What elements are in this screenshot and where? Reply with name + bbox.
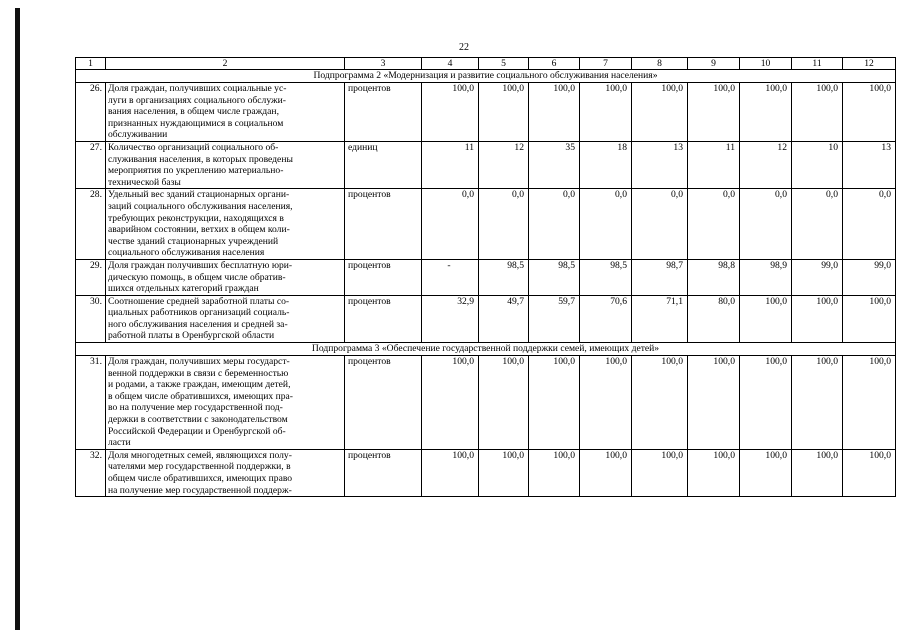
unit-of-measure: процентов: [345, 449, 422, 496]
table-row: [76, 189, 896, 260]
indicator-name-line: ного обслуживания населения и средней за-: [108, 318, 288, 330]
indicator-name-line: Соотношение средней заработной платы со-: [108, 295, 290, 307]
indicator-value: 0,0: [740, 189, 792, 260]
indicator-name-line: Количество организаций социального об-: [108, 141, 279, 153]
indicator-value: 100,0: [529, 356, 580, 450]
indicator-name: [106, 83, 345, 142]
indicator-value: 11: [688, 141, 740, 188]
indicator-name-line: держки в соответствии с законодательством: [108, 414, 288, 426]
row-number: 27.: [76, 141, 106, 188]
indicator-value: 35: [529, 141, 580, 188]
indicator-name-line: служивания населения, в которых проведены: [108, 153, 293, 165]
indicator-name-line: Удельный вес зданий стационарных органи-: [108, 189, 290, 201]
indicator-value: 100,0: [792, 356, 843, 450]
indicator-value: 100,0: [740, 449, 792, 496]
row-number: 28.: [76, 189, 106, 260]
indicator-name-line: циальных работников организаций социаль-: [108, 307, 290, 319]
unit-of-measure: процентов: [345, 259, 422, 295]
table-row: [76, 449, 896, 496]
indicator-name-line: социального обслуживания населения: [108, 247, 265, 259]
indicator-value: 13: [843, 141, 896, 188]
row-number: 31.: [76, 356, 106, 450]
indicator-name-line: во на получение мер государственной под-: [108, 402, 283, 414]
indicator-value: 100,0: [580, 449, 632, 496]
indicator-value: 100,0: [632, 83, 688, 142]
indicator-value: -: [422, 259, 479, 295]
indicator-value: 100,0: [740, 295, 792, 342]
column-header: 9: [688, 58, 740, 70]
column-header: 6: [529, 58, 580, 70]
indicator-value: 100,0: [529, 449, 580, 496]
table-row: [76, 83, 896, 142]
table-row: [76, 356, 896, 450]
indicator-value: 100,0: [479, 356, 529, 450]
indicator-value: 98,7: [632, 259, 688, 295]
indicator-value: 100,0: [580, 83, 632, 142]
column-header: 4: [422, 58, 479, 70]
column-header: 10: [740, 58, 792, 70]
indicator-value: 98,9: [740, 259, 792, 295]
subprogram-title: Подпрограмма 3 «Обеспечение государственной поддержки семей, имеющих детей»: [76, 343, 896, 356]
unit-of-measure: процентов: [345, 83, 422, 142]
indicator-value: 12: [479, 141, 529, 188]
column-header: 7: [580, 58, 632, 70]
indicator-name-line: вания населения, в общем числе граждан,: [108, 106, 279, 118]
indicator-value: 100,0: [632, 449, 688, 496]
indicator-value: 0,0: [632, 189, 688, 260]
indicator-value: 98,5: [479, 259, 529, 295]
row-number: 29.: [76, 259, 106, 295]
indicator-value: 99,0: [843, 259, 896, 295]
indicator-name: [106, 295, 345, 342]
indicator-value: 100,0: [843, 83, 896, 142]
table-row: [76, 259, 896, 295]
indicator-value: 100,0: [688, 83, 740, 142]
indicator-name: [106, 449, 345, 496]
indicator-name-line: шихся отдельных категорий граждан: [108, 283, 259, 295]
indicator-value: 100,0: [580, 356, 632, 450]
unit-of-measure: процентов: [345, 295, 422, 342]
indicator-value: 0,0: [422, 189, 479, 260]
indicator-name-line: Доля граждан получивших бесплатную юри-: [108, 259, 293, 271]
column-header: 11: [792, 58, 843, 70]
indicator-name-line: чателями мер государственной поддержки, в: [108, 461, 291, 473]
indicator-value: 49,7: [479, 295, 529, 342]
indicator-value: 100,0: [422, 449, 479, 496]
table-body: [76, 58, 896, 497]
indicator-value: 10: [792, 141, 843, 188]
subprogram-heading-row: [76, 343, 896, 356]
row-number: 32.: [76, 449, 106, 496]
table-row: [76, 295, 896, 342]
indicator-value: 0,0: [479, 189, 529, 260]
table-header-row: [76, 58, 896, 70]
column-header: 3: [345, 58, 422, 70]
unit-of-measure: процентов: [345, 356, 422, 450]
indicator-value: 100,0: [740, 83, 792, 142]
indicator-value: 0,0: [792, 189, 843, 260]
indicator-name-line: и родами, а также граждан, имеющим детей,: [108, 379, 291, 391]
indicator-name-line: Российской Федерации и Оренбургской об-: [108, 425, 286, 437]
indicator-name-line: дическую помощь, в общем числе обратив-: [108, 271, 286, 283]
indicator-name-line: луги в организациях социального обслужи-: [108, 94, 286, 106]
indicator-name-line: честве зданий стационарных учреждений: [108, 235, 279, 247]
column-header: 1: [76, 58, 106, 70]
indicator-value: 98,5: [580, 259, 632, 295]
subprogram-title: Подпрограмма 2 «Модернизация и развитие социального обслуживания населения»: [76, 70, 896, 83]
indicator-name-line: на получение мер государственной поддерж-: [108, 484, 292, 496]
indicator-value: 70,6: [580, 295, 632, 342]
indicator-value: 18: [580, 141, 632, 188]
indicator-name-line: Доля граждан, получивших социальные ус-: [108, 83, 287, 94]
indicator-name-line: работной платы в Оренбургской области: [108, 330, 275, 342]
page-number: 22: [459, 42, 469, 53]
indicator-name-line: венной поддержки в связи с беременностью: [108, 367, 289, 379]
indicator-value: 0,0: [843, 189, 896, 260]
indicator-value: 100,0: [843, 295, 896, 342]
indicator-name-line: Доля многодетных семей, являющихся полу-: [108, 449, 292, 461]
indicator-value: 100,0: [792, 449, 843, 496]
indicator-value: 100,0: [843, 449, 896, 496]
indicator-name-line: обслуживании: [108, 129, 168, 141]
indicator-value: 0,0: [688, 189, 740, 260]
indicator-value: 100,0: [479, 83, 529, 142]
indicator-value: 0,0: [529, 189, 580, 260]
indicator-name-line: требующих реконструкции, находящихся в: [108, 212, 284, 224]
indicator-value: 0,0: [580, 189, 632, 260]
indicator-value: 32,9: [422, 295, 479, 342]
indicator-name-line: ласти: [108, 437, 131, 449]
indicator-value: 100,0: [529, 83, 580, 142]
indicator-value: 100,0: [740, 356, 792, 450]
indicator-value: 80,0: [688, 295, 740, 342]
indicator-name-line: заций социального обслуживания населения,: [108, 200, 293, 212]
column-header: 8: [632, 58, 688, 70]
indicator-value: 11: [422, 141, 479, 188]
column-header: 5: [479, 58, 529, 70]
indicator-name: [106, 356, 345, 450]
indicator-name-line: мероприятия по укреплению материально-: [108, 165, 284, 177]
table-row: [76, 141, 896, 188]
indicator-value: 98,5: [529, 259, 580, 295]
indicator-value: 12: [740, 141, 792, 188]
indicator-name-line: аварийном состоянии, ветхих в общем коли-: [108, 224, 290, 236]
indicator-name-line: Доля граждан, получивших меры государст-: [108, 356, 290, 368]
unit-of-measure: процентов: [345, 189, 422, 260]
indicator-name-line: в общем числе обратившихся, имеющих пра-: [108, 390, 293, 402]
indicator-value: 100,0: [479, 449, 529, 496]
indicator-value: 100,0: [843, 356, 896, 450]
indicator-value: 100,0: [422, 356, 479, 450]
indicator-name-line: технической базы: [108, 176, 181, 188]
indicators-table: [75, 57, 896, 497]
indicator-value: 100,0: [688, 356, 740, 450]
indicator-value: 100,0: [688, 449, 740, 496]
indicator-name: [106, 141, 345, 188]
indicator-name: [106, 189, 345, 260]
unit-of-measure: единиц: [345, 141, 422, 188]
indicator-value: 71,1: [632, 295, 688, 342]
indicator-value: 100,0: [632, 356, 688, 450]
binding-edge-mark: [15, 8, 20, 630]
indicator-value: 59,7: [529, 295, 580, 342]
indicator-name-line: общем числе обратившихся, имеющих право: [108, 473, 293, 484]
indicator-value: 13: [632, 141, 688, 188]
column-header: 2: [106, 58, 345, 70]
indicator-value: 99,0: [792, 259, 843, 295]
indicator-value: 100,0: [792, 83, 843, 142]
indicator-value: 100,0: [422, 83, 479, 142]
indicator-value: 100,0: [792, 295, 843, 342]
indicator-name: [106, 259, 345, 295]
row-number: 26.: [76, 83, 106, 142]
column-header: 12: [843, 58, 896, 70]
indicator-name-line: признанных нуждающимися в социальном: [108, 117, 284, 129]
indicator-value: 98,8: [688, 259, 740, 295]
subprogram-heading-row: [76, 70, 896, 83]
row-number: 30.: [76, 295, 106, 342]
